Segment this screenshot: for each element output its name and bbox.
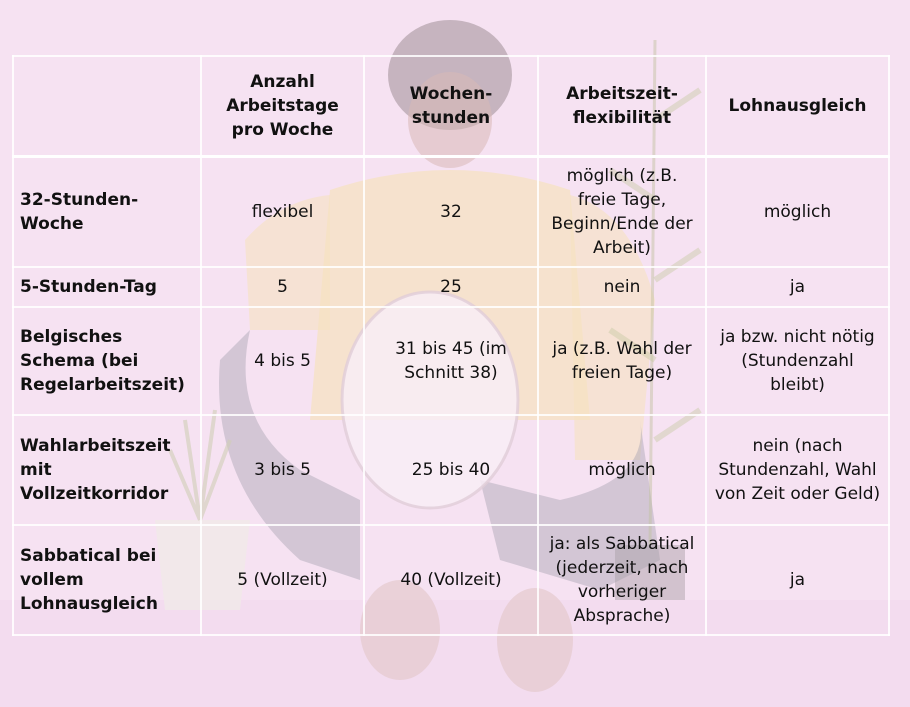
table-cell: 5 xyxy=(201,267,364,307)
header-wage-compensation: Lohnausgleich xyxy=(706,56,889,157)
table-cell: ja bzw. nicht nötig (Stundenzahl bleibt) xyxy=(706,307,889,415)
table-cell: möglich (z.B. freie Tage, Beginn/Ende der Arbeit) xyxy=(538,157,706,268)
header-row xyxy=(13,56,889,157)
table-cell: ja xyxy=(706,525,889,635)
header-workdays: Anzahl Arbeitstage pro Woche xyxy=(201,56,364,157)
table-cell: nein xyxy=(538,267,706,307)
table-cell: möglich xyxy=(706,157,889,268)
table-cell: 40 (Vollzeit) xyxy=(364,525,538,635)
table-cell: 32 xyxy=(364,157,538,268)
header-flexibility: Arbeitszeit-flexibilität xyxy=(538,56,706,157)
row-label: 5-Stunden-Tag xyxy=(13,267,201,307)
table-cell: 5 (Vollzeit) xyxy=(201,525,364,635)
table-row xyxy=(13,267,889,307)
table-cell: 31 bis 45 (im Schnitt 38) xyxy=(364,307,538,415)
table-cell: 25 bis 40 xyxy=(364,415,538,525)
table-cell: flexibel xyxy=(201,157,364,268)
table-cell: 3 bis 5 xyxy=(201,415,364,525)
row-label: 32-Stunden-Woche xyxy=(13,157,201,268)
comparison-table xyxy=(12,55,890,636)
table-cell: nein (nach Stundenzahl, Wahl von Zeit oder Geld) xyxy=(706,415,889,525)
header-weekly-hours: Wochen-stunden xyxy=(364,56,538,157)
table-row xyxy=(13,307,889,415)
row-label: Sabbatical bei vollem Lohnausgleich xyxy=(13,525,201,635)
row-label: Belgisches Schema (bei Regelarbeitszeit) xyxy=(13,307,201,415)
table-row xyxy=(13,157,889,268)
header-corner xyxy=(13,56,201,157)
table-cell: ja (z.B. Wahl der freien Tage) xyxy=(538,307,706,415)
table-cell: ja xyxy=(706,267,889,307)
table-cell: 4 bis 5 xyxy=(201,307,364,415)
table-cell: 25 xyxy=(364,267,538,307)
table-cell: möglich xyxy=(538,415,706,525)
table-row xyxy=(13,415,889,525)
row-label: Wahlarbeitszeit mit Vollzeitkorridor xyxy=(13,415,201,525)
table-row xyxy=(13,525,889,635)
table-cell: ja: als Sabbatical (jederzeit, nach vorheriger Absprache) xyxy=(538,525,706,635)
